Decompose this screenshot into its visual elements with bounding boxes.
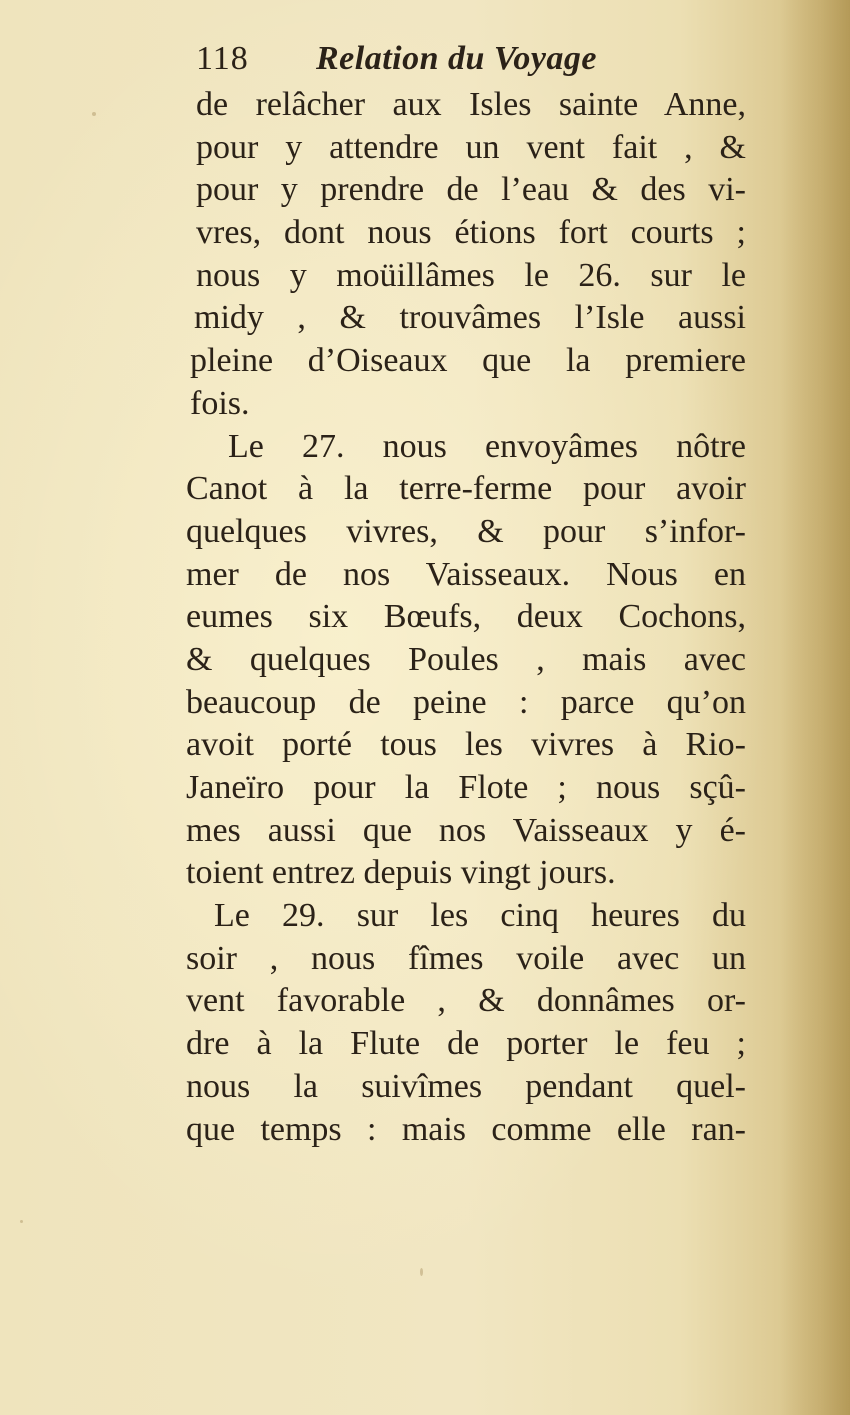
text-line: eumes six Bœufs, deux Cochons, [186,598,746,636]
text-line: vent favorable , & donnâmes or- [186,982,746,1020]
text-line: Le 29. sur les cinq heures du [214,897,746,935]
text-line: dre à la Flute de porter le feu ; [186,1025,746,1063]
text-line: pour y attendre un vent fait , & [196,128,746,166]
text-line: que temps : mais comme elle ran- [186,1110,746,1148]
text-line: avoit porté tous les vivres à Rio- [186,726,746,764]
text-line: mes aussi que nos Vaisseaux y é- [186,811,746,849]
text-line: fois. [190,384,250,422]
text-line: de relâcher aux Isles sainte Anne, [196,86,746,123]
text-line: beaucoup de peine : parce qu’on [186,683,746,721]
page-number: 118 [196,40,249,77]
page-edge-shadow [780,0,850,1415]
text-line: toient entrez depuis vingt jours. [186,854,616,892]
text-line: vres, dont nous étions fort courts ; [196,214,746,252]
paper-spot [420,1268,423,1276]
text-line: nous la suivîmes pendant quel- [186,1067,746,1105]
text-line: mer de nos Vaisseaux. Nous en [186,555,746,593]
text-line: Janeïro pour la Flote ; nous sçû- [186,769,746,806]
text-line: pleine d’Oiseaux que la premiere [190,342,746,380]
text-line: Canot à la terre-ferme pour avoir [186,470,746,508]
paper-spot [20,1220,23,1223]
text-line: quelques vivres, & pour s’infor- [186,512,746,550]
running-head: Relation du Voyage [316,40,598,77]
text-line: Le 27. nous envoyâmes nôtre [228,427,746,465]
text-line: & quelques Poules , mais avec [186,640,746,678]
text-line: nous y moüillâmes le 26. sur le [196,256,746,294]
text-line: midy , & trouvâmes l’Isle aussi [194,299,746,337]
text-line: soir , nous fîmes voile avec un [186,939,746,977]
paper-spot [92,112,96,116]
body-text [186,84,746,1151]
text-line: pour y prendre de l’eau & des vi- [196,171,746,209]
page-header [196,40,736,80]
